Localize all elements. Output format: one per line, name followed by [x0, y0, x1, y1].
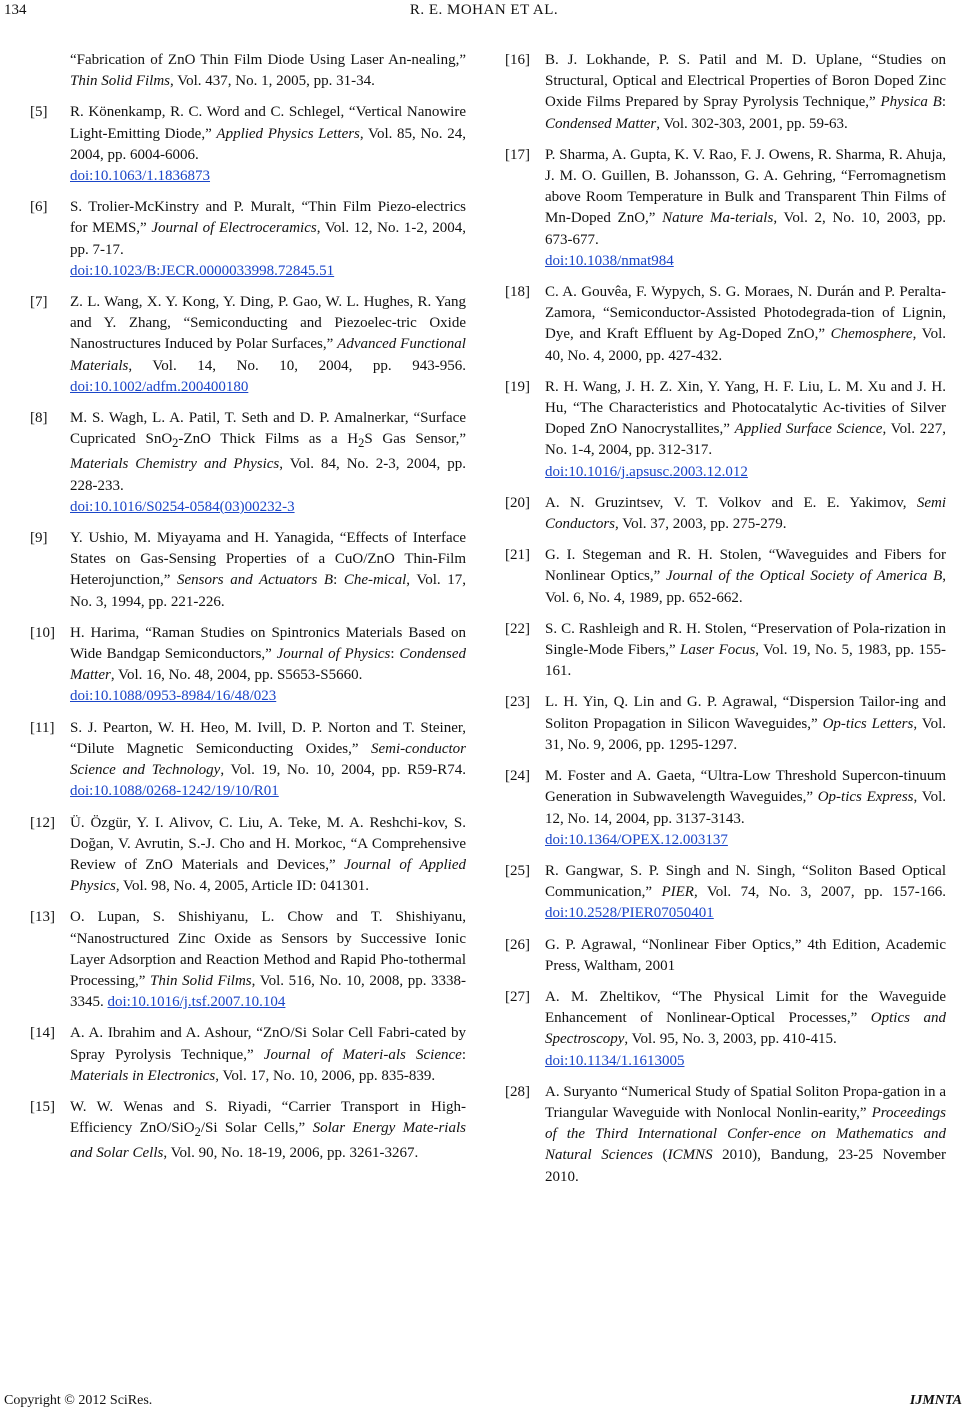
journal-name: Journal of Materi-als Science [263, 1046, 462, 1063]
reference-number: [6] [30, 199, 48, 216]
journal-name: Op-tics Letters [822, 715, 914, 732]
reference-number: [26] [505, 936, 530, 953]
reference-text: /Si Solar Cells,” [200, 1120, 313, 1137]
journal-name: ICMNS [667, 1147, 713, 1164]
reference-text: , Vol. 14, No. 10, 2004, pp. 943-956. [128, 357, 466, 374]
reference-5 [30, 102, 466, 187]
reference-number: [5] [30, 104, 48, 121]
doi-link[interactable]: doi:10.1023/B:JECR.0000033998.72845.51 [70, 262, 335, 279]
journal-abbreviation: IJMNTA [909, 1393, 962, 1408]
journal-name: Proceedings of the Third International Confer-ence on Mathematics and Natural Sciences [545, 1104, 946, 1164]
journal-name: Physica B [880, 94, 942, 111]
journal-name: Condensed Matter [70, 646, 467, 684]
journal-name: Optics and Spectroscopy [545, 1010, 946, 1048]
reference-text: G. I. Stegeman and R. H. Stolen, “Waveguides and Fibers for Nonlinear Optics,” [545, 547, 946, 585]
reference-text: , Vol. 437, No. 1, 2005, pp. 31-34. [170, 73, 375, 90]
reference-14 [30, 1023, 466, 1087]
reference-text: S. J. Pearton, W. H. Heo, M. Ivill, D. P. Norton and T. Steiner, “Dilute Magnetic Semiconducting Oxides,” [70, 719, 466, 757]
reference-text: , Vol. 19, No. 5, 1983, pp. 155-161. [545, 642, 947, 680]
reference-text: , Vol. 17, No. 10, 2006, pp. 835-839. [215, 1067, 436, 1084]
reference-text: , Vol. 98, No. 4, 2005, Article ID: 041301. [115, 878, 370, 895]
subscript: 2 [172, 436, 179, 451]
reference-12 [30, 813, 466, 898]
doi-link[interactable]: doi:10.1002/adfm.200400180 [70, 378, 249, 395]
reference-text: H. Harima, “Raman Studies on Spintronics Materials Based on Wide Bandgap Semiconductors,” [70, 624, 466, 663]
reference-24 [505, 766, 946, 851]
journal-name: Che-mical [343, 572, 407, 589]
journal-name: Materials Chemistry and Physics [70, 456, 280, 473]
reference-text: A. M. Zheltikov, “The Physical Limit for the Waveguide Enhancement of Nonlinear-Optical Processes,” [545, 988, 946, 1027]
reference-text: , Vol. 6, No. 4, 1989, pp. 652-662. [545, 568, 946, 606]
reference-13 [30, 907, 466, 1013]
reference-text: A. Suryanto “Numerical Study of Spatial Soliton Propa-gation in a Triangular Waveguide with Nonlocal Nonlin-earity,” [545, 1083, 946, 1121]
reference-text: , Vol. 17, No. 3, 1994, pp. 221-226. [70, 572, 466, 610]
journal-name: Advanced Functional Materials [70, 336, 466, 374]
reference-15 [30, 1097, 466, 1165]
journal-name: Sensors and Actuators B [176, 572, 334, 589]
reference-text: , Vol. 227, No. 1-4, 2004, pp. 312-317. [545, 421, 946, 459]
reference-text: R. Gangwar, S. P. Singh and N. Singh, “Soliton Based Optical Communication,” [545, 862, 946, 901]
reference-text: , Vol. 12, No. 1-2, 2004, pp. 7-17. [70, 220, 467, 258]
doi-link[interactable]: doi:10.1016/j.apsusc.2003.12.012 [545, 463, 748, 480]
journal-name: Journal of Applied Physics [70, 856, 466, 895]
reference-text: A. N. Gruzintsev, V. T. Volkov and E. E. Yakimov, [545, 494, 917, 511]
doi-link[interactable]: doi:10.2528/PIER07050401 [545, 905, 714, 922]
reference-6 [30, 197, 466, 282]
reference-number: [27] [505, 988, 530, 1005]
reference-text: 2010), Bandung, 23-25 November 2010. [545, 1147, 946, 1185]
reference-27 [505, 987, 946, 1072]
doi-link[interactable]: doi:10.1134/1.1613005 [545, 1052, 685, 1069]
reference-text: , Vol. 85, No. 24, 2004, pp. 6004-6006. [70, 125, 466, 163]
reference-number: [19] [505, 378, 530, 395]
reference-number: [7] [30, 294, 48, 311]
reference-number: [28] [505, 1083, 530, 1100]
references-left-column [30, 50, 466, 1175]
subscript: 2 [358, 436, 365, 451]
doi-link[interactable]: doi:10.1364/OPEX.12.003137 [545, 831, 728, 848]
journal-name: Nature Ma-terials [662, 210, 774, 227]
journal-name: Journal of the Optical Society of America B [665, 568, 943, 585]
reference-text: , Vol. 40, No. 4, 2000, pp. 427-432. [545, 326, 946, 364]
reference-19 [505, 377, 946, 483]
journal-name: Laser Focus [680, 642, 756, 659]
journal-name: Semi Conductors [545, 494, 946, 533]
reference-text: : [333, 572, 344, 589]
reference-20 [505, 493, 946, 535]
reference-number: [11] [30, 719, 55, 736]
reference-text: ( [652, 1147, 668, 1164]
reference-text: , Vol. 19, No. 10, 2004, pp. R59-R74. [220, 762, 466, 779]
reference-number: [21] [505, 547, 530, 564]
reference-8 [30, 408, 466, 518]
reference-text: , Vol. 516, No. 10, 2008, pp. 3338-3345. [70, 972, 467, 1011]
reference-text: R. H. Wang, J. H. Z. Xin, Y. Yang, H. F. Liu, L. M. Xu and J. H. Hu, “The Characteristics and Photocatalytic Ac-tivities of Silver Doped ZnO Nanocrystallites,” [545, 378, 946, 438]
reference-text: Z. L. Wang, X. Y. Kong, Y. Ding, P. Gao, W. L. Hughes, R. Yang and Y. Zhang, “Semiconducting and Piezoelec-tric Oxide Nanostructures Induced by Polar Surfaces,” [70, 294, 466, 353]
reference-text: S Gas Sensor,” [364, 431, 467, 448]
doi-link[interactable]: doi:10.1016/j.tsf.2007.10.104 [107, 994, 286, 1011]
journal-name: Materials in Electronics [70, 1067, 216, 1084]
doi-link[interactable]: doi:10.1063/1.1836873 [70, 168, 211, 185]
reference-23 [505, 692, 946, 756]
reference-number: [14] [30, 1025, 55, 1042]
reference-7 [30, 292, 466, 398]
reference-text: M. S. Wagh, L. A. Patil, T. Seth and D. P. Amalnerkar, “Surface Cupricated SnO [70, 410, 466, 448]
reference-4-continued [30, 50, 466, 92]
reference-text: P. Sharma, A. Gupta, K. V. Rao, F. J. Owens, R. Sharma, R. Ahuja, J. M. O. Guillen, B. Johansson, G. A. Gehring, “Ferromagnetism above Room Temperature in Bulk and Transparent Thin Films of Mn-Doped ZnO,” [545, 146, 946, 227]
reference-17 [505, 145, 946, 272]
journal-name: Applied Surface Science [734, 421, 883, 438]
doi-link[interactable]: doi:10.1088/0953-8984/16/48/023 [70, 688, 277, 705]
reference-text: W. W. Wenas and S. Riyadi, “Carrier Transport in High-Efficiency ZnO/SiO [70, 1098, 466, 1137]
doi-link[interactable]: doi:10.1038/nmat984 [545, 252, 674, 269]
reference-text: “Fabrication of ZnO Thin Film Diode Using Laser An-nealing,” [70, 52, 466, 68]
reference-text: O. Lupan, S. Shishiyanu, L. Chow and T. Shishiyanu, “Nanostructured Zinc Oxide as Sensors by Successive Ionic Layer Adsorption and Reaction Method and Rapid Pho-tothermal Processing,” [70, 909, 466, 989]
reference-11 [30, 718, 466, 803]
reference-16 [505, 50, 946, 135]
reference-number: [24] [505, 768, 530, 785]
reference-text: S. C. Rashleigh and R. H. Stolen, “Preservation of Pola-rization in Single-Mode Fibers,” [545, 620, 946, 659]
references-right-column [505, 50, 946, 1198]
journal-name: Condensed Matter [545, 115, 657, 132]
reference-number: [12] [30, 814, 55, 831]
page-header [0, 0, 968, 28]
reference-text: M. Foster and A. Gaeta, “Ultra-Low Threshold Supercon-tinuum Generation in Subwavelength Waveguides,” [545, 768, 946, 806]
page-number: 134 [4, 2, 27, 18]
journal-name: Solar Energy Mate-rials and Solar Cells [70, 1120, 466, 1162]
doi-link[interactable]: doi:10.1016/S0254-0584(03)00232-3 [70, 498, 295, 515]
reference-25 [505, 861, 946, 925]
reference-text: B. J. Lokhande, P. S. Patil and M. D. Uplane, “Studies on Structural, Optical and Electrical Properties of Boron Doped Zinc Oxide Films Prepared by Spray Pyrolysis Technique,” [545, 52, 946, 111]
reference-text: A. A. Ibrahim and A. Ashour, “ZnO/Si Solar Cell Fabri-cated by Spray Pyrolysis Technique,” [70, 1025, 466, 1063]
reference-number: [9] [30, 530, 48, 547]
reference-text: , Vol. 84, No. 2-3, 2004, pp. 228-233. [70, 456, 466, 494]
reference-text: : [941, 94, 946, 111]
reference-text: L. H. Yin, Q. Lin and G. P. Agrawal, “Dispersion Tailor-ing and Soliton Propagation in Silicon Waveguides,” [545, 694, 946, 732]
journal-name: Thin Solid Films [149, 972, 252, 989]
reference-text: , Vol. 95, No. 3, 2003, pp. 410-415. [624, 1031, 837, 1048]
reference-text: S. Trolier-McKinstry and P. Muralt, “Thin Film Piezo-electrics for MEMS,” [70, 199, 466, 237]
journal-name: Chemosphere [830, 326, 913, 343]
reference-number: [22] [505, 620, 530, 637]
reference-text: , Vol. 2, No. 10, 2003, pp. 673-677. [545, 210, 946, 248]
journal-name: Applied Physics Letters [216, 125, 360, 142]
reference-number: [16] [505, 52, 530, 68]
reference-text: , Vol. 31, No. 9, 2006, pp. 1295-1297. [545, 715, 947, 753]
reference-text: , Vol. 74, No. 3, 2007, pp. 157-166. [693, 884, 946, 901]
reference-text: , Vol. 37, 2003, pp. 275-279. [615, 516, 787, 533]
reference-18 [505, 282, 946, 367]
doi-link[interactable]: doi:10.1088/0268-1242/19/10/R01 [70, 783, 279, 800]
reference-text: : [461, 1046, 466, 1063]
reference-26 [505, 935, 946, 977]
reference-22 [505, 619, 946, 683]
reference-text: , Vol. 90, No. 18-19, 2006, pp. 3261-3267. [163, 1145, 419, 1162]
reference-10 [30, 623, 466, 708]
reference-text: Ü. Özgür, Y. I. Alivov, C. Liu, A. Teke, M. A. Reshchi-kov, S. Doğan, V. Avrutin, S.-J. Cho and H. Morkoc, “A Comprehensive Review of ZnO Materials and Devices,” [70, 814, 466, 873]
reference-number: [25] [505, 862, 530, 879]
reference-number: [17] [505, 146, 530, 163]
reference-number: [20] [505, 494, 530, 511]
reference-number: [18] [505, 284, 530, 301]
journal-name: Thin Solid Films [70, 73, 171, 90]
journal-name: PIER [661, 884, 694, 901]
reference-21 [505, 545, 946, 609]
reference-text: G. P. Agrawal, “Nonlinear Fiber Optics,” 4th Edition, Academic Press, Waltham, 2001 [545, 936, 946, 974]
reference-text: Y. Ushio, M. Miyayama and H. Yanagida, “Effects of Interface States on Gas-Sensing Properties of a CuO/ZnO Thin-Film Heterojunction,” [70, 530, 466, 589]
reference-text: , Vol. 302-303, 2001, pp. 59-63. [656, 115, 848, 132]
reference-number: [13] [30, 909, 55, 926]
reference-text: , Vol. 12, No. 14, 2004, pp. 3137-3143. [545, 789, 947, 827]
reference-number: [8] [30, 410, 48, 427]
reference-number: [23] [505, 694, 530, 711]
reference-text: : [390, 646, 400, 663]
reference-9 [30, 528, 466, 613]
reference-28 [505, 1082, 946, 1188]
reference-text: , Vol. 16, No. 48, 2004, pp. S5653-S5660. [110, 667, 363, 684]
journal-name: Op-tics Express [817, 789, 914, 806]
journal-name: Semi-conductor Science and Technology [70, 740, 466, 779]
journal-name: Journal of Electroceramics [151, 220, 317, 237]
reference-text: R. Könenkamp, R. C. Word and C. Schlegel, “Vertical Nanowire Light-Emitting Diode,” [70, 104, 466, 142]
running-head-authors: R. E. MOHAN ET AL. [409, 2, 559, 18]
journal-name: Journal of Physics [276, 646, 391, 663]
reference-text: -ZnO Thick Films as a H [178, 431, 359, 448]
reference-number: [15] [30, 1098, 55, 1115]
reference-text: C. A. Gouvêa, F. Wypych, S. G. Moraes, N. Durán and P. Peralta-Zamora, “Semiconductor-Assisted Photodegrada-tion of Lignin, Dye, and Kraft Effluent by Ag-Doped ZnO,” [545, 284, 946, 343]
copyright-notice: Copyright © 2012 SciRes. [4, 1393, 153, 1408]
reference-number: [10] [30, 624, 55, 641]
subscript: 2 [194, 1125, 201, 1140]
